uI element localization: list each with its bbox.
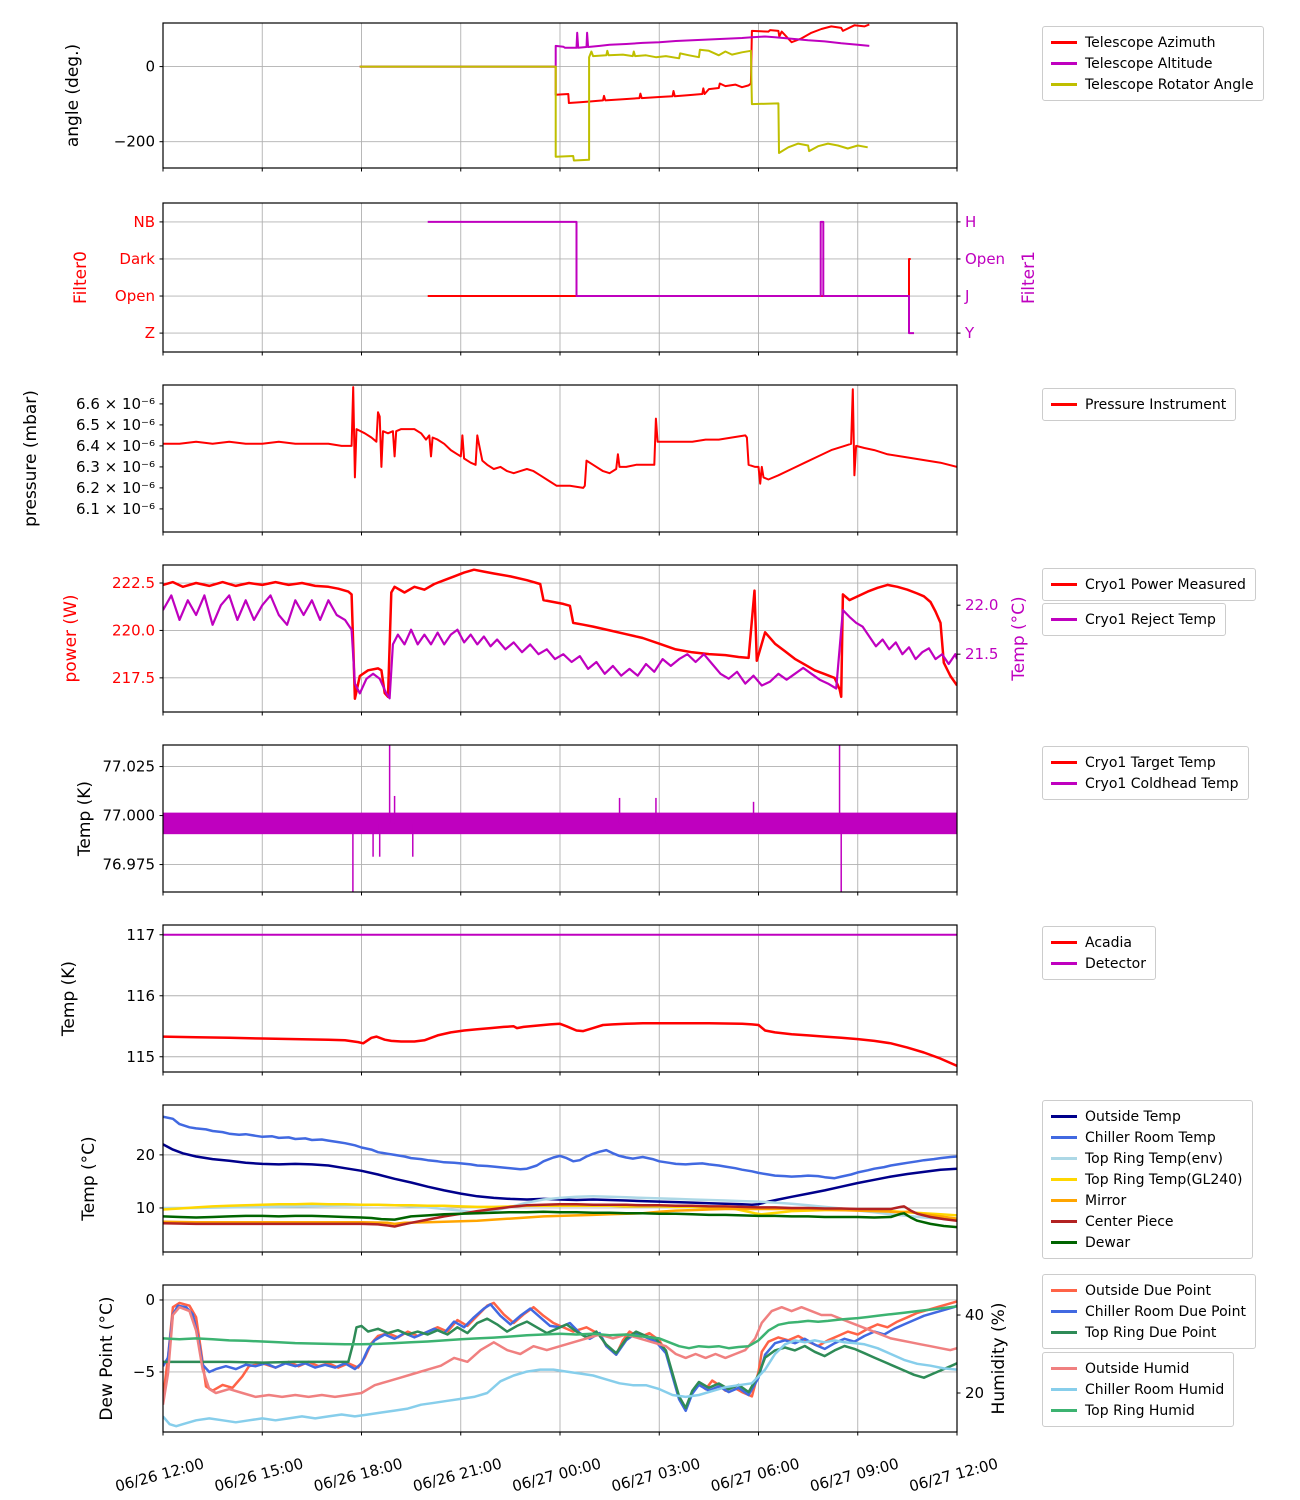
y-tick-label: 217.5 <box>112 668 155 687</box>
legend-label: Mirror <box>1085 1192 1127 1209</box>
legend-entry <box>1051 609 1216 630</box>
y-axis-label: Dew Point (°C) <box>97 1296 117 1421</box>
legend-label: Outside Due Point <box>1085 1282 1211 1299</box>
y-tick-label: 77.025 <box>102 757 155 776</box>
legend-line-swatch <box>1051 782 1077 785</box>
y-tick-label: 77.000 <box>102 806 155 825</box>
y-tick-label: 6.1 × 10⁻⁶ <box>76 499 155 518</box>
legend-box <box>1042 388 1236 421</box>
y2-axis-label: Temp (°C) <box>1009 596 1029 681</box>
y2-tick-label: Open <box>965 249 1006 268</box>
legend-line-swatch <box>1051 83 1077 86</box>
legend-label: Cryo1 Power Measured <box>1085 576 1246 593</box>
y-tick-label: 6.3 × 10⁻⁶ <box>76 457 155 476</box>
y-tick-label: 115 <box>126 1047 155 1066</box>
x-tick-label: 06/26 15:00 <box>212 1454 306 1496</box>
legend-line-swatch <box>1051 1310 1077 1313</box>
legend-box <box>1042 926 1156 980</box>
legend-box <box>1042 26 1264 101</box>
legend-entry <box>1051 1358 1224 1379</box>
legend-label: Top Ring Due Point <box>1085 1324 1217 1341</box>
legend-entry <box>1051 394 1226 415</box>
y-axis-label: Temp (K) <box>75 780 95 857</box>
y-tick-label: 0 <box>145 1290 155 1309</box>
legend-label: Outside Temp <box>1085 1108 1181 1125</box>
legend-label: Top Ring Temp(env) <box>1085 1150 1223 1167</box>
y-tick-label: Dark <box>119 249 155 268</box>
legend-label: Chiller Room Temp <box>1085 1129 1216 1146</box>
legend-entry <box>1051 32 1254 53</box>
y-axis-label: Temp (K) <box>59 960 79 1037</box>
legend-label: Detector <box>1085 955 1147 972</box>
legend-line-swatch <box>1051 1289 1077 1292</box>
legend-box <box>1042 1352 1234 1427</box>
series-band-cryo1-coldhead-temp <box>163 813 957 835</box>
legend-box <box>1042 1274 1256 1349</box>
x-tick-label: 06/27 12:00 <box>907 1454 1001 1496</box>
y2-tick-label: 21.5 <box>965 645 999 664</box>
y-axis-label: Temp (°C) <box>79 1136 99 1221</box>
legend-label: Top Ring Humid <box>1085 1402 1195 1419</box>
legend-entry <box>1051 953 1146 974</box>
legend-line-swatch <box>1051 1115 1077 1118</box>
legend-entry <box>1051 1211 1243 1232</box>
legend-label: Outside Humid <box>1085 1360 1190 1377</box>
legend-line-swatch <box>1051 1178 1077 1181</box>
legend-label: Dewar <box>1085 1234 1131 1251</box>
legend-entry <box>1051 1169 1243 1190</box>
legend-entry <box>1051 932 1146 953</box>
y-tick-label: Z <box>144 324 155 343</box>
x-tick-label: 06/27 06:00 <box>708 1454 802 1496</box>
y-tick-label: 117 <box>126 925 155 944</box>
legend-entry <box>1051 1400 1224 1421</box>
legend-line-swatch <box>1051 1136 1077 1139</box>
y2-tick-label: 40 <box>965 1306 985 1325</box>
y-tick-label: 6.5 × 10⁻⁶ <box>76 415 155 434</box>
legend-entry <box>1051 1379 1224 1400</box>
legend-label: Cryo1 Coldhead Temp <box>1085 775 1239 792</box>
legend-entry <box>1051 74 1254 95</box>
legend-line-swatch <box>1051 941 1077 944</box>
legend-label: Telescope Rotator Angle <box>1085 76 1254 93</box>
legend-line-swatch <box>1051 583 1077 586</box>
y2-tick-label: Y <box>965 324 975 343</box>
x-tick-label: 06/27 09:00 <box>808 1454 901 1496</box>
y-axis-label: Filter0 <box>71 251 91 304</box>
legend-line-swatch <box>1051 1220 1077 1223</box>
y-tick-label: 20 <box>135 1145 155 1164</box>
legend-label: Telescope Azimuth <box>1085 34 1216 51</box>
legend-box <box>1042 568 1256 601</box>
y-tick-label: −200 <box>113 132 155 151</box>
legend-line-swatch <box>1051 1409 1077 1412</box>
y-tick-label: 6.2 × 10⁻⁶ <box>76 478 155 497</box>
y2-tick-label: J <box>965 287 970 306</box>
legend-entry <box>1051 1322 1246 1343</box>
legend-box <box>1042 603 1226 636</box>
y2-tick-label: 20 <box>965 1384 985 1403</box>
legend-line-swatch <box>1051 618 1077 621</box>
legend-entry <box>1051 1106 1243 1127</box>
x-tick-label: 06/26 21:00 <box>411 1454 504 1496</box>
legend-entry <box>1051 1280 1246 1301</box>
legend-line-swatch <box>1051 1331 1077 1334</box>
legend-line-swatch <box>1051 403 1077 406</box>
y-axis-label: power (W) <box>61 594 81 683</box>
y-tick-label: 76.975 <box>102 855 155 874</box>
x-tick-label: 06/27 00:00 <box>510 1454 604 1496</box>
legend-entry <box>1051 752 1239 773</box>
legend-label: Cryo1 Target Temp <box>1085 754 1216 771</box>
y-tick-label: 6.4 × 10⁻⁶ <box>76 436 155 455</box>
legend-label: Chiller Room Humid <box>1085 1381 1225 1398</box>
y2-axis-label: Filter1 <box>1019 251 1039 304</box>
legend-box <box>1042 746 1249 800</box>
y-tick-label: NB <box>133 212 155 231</box>
legend-entry <box>1051 1232 1243 1253</box>
legend-line-swatch <box>1051 1388 1077 1391</box>
legend-line-swatch <box>1051 1199 1077 1202</box>
legend-label: Chiller Room Due Point <box>1085 1303 1246 1320</box>
legend-line-swatch <box>1051 1157 1077 1160</box>
y-axis-label: angle (deg.) <box>63 43 83 148</box>
y-tick-label: 220.0 <box>112 621 155 640</box>
y2-tick-label: 22.0 <box>965 596 999 615</box>
legend-label: Telescope Altitude <box>1085 55 1213 72</box>
legend-line-swatch <box>1051 761 1077 764</box>
legend-label: Acadia <box>1085 934 1132 951</box>
y-tick-label: 6.6 × 10⁻⁶ <box>76 394 155 413</box>
legend-label: Center Piece <box>1085 1213 1174 1230</box>
legend-line-swatch <box>1051 41 1077 44</box>
legend-line-swatch <box>1051 962 1077 965</box>
y-tick-label: 0 <box>145 57 155 76</box>
legend-entry <box>1051 1301 1246 1322</box>
y-tick-label: 116 <box>126 986 155 1005</box>
y-tick-label: 10 <box>135 1198 155 1217</box>
legend-box <box>1042 1100 1253 1259</box>
y-axis-label: pressure (mbar) <box>21 390 41 527</box>
legend-label: Top Ring Temp(GL240) <box>1085 1171 1243 1188</box>
legend-line-swatch <box>1051 1367 1077 1370</box>
x-tick-label: 06/26 18:00 <box>311 1454 405 1496</box>
y-tick-label: −5 <box>132 1362 155 1381</box>
legend-entry <box>1051 1127 1243 1148</box>
legend-entry <box>1051 53 1254 74</box>
legend-line-swatch <box>1051 62 1077 65</box>
y2-tick-label: H <box>965 212 977 231</box>
legend-line-swatch <box>1051 1241 1077 1244</box>
legend-entry <box>1051 1148 1243 1169</box>
legend-label: Pressure Instrument <box>1085 396 1227 413</box>
x-tick-label: 06/27 03:00 <box>609 1454 703 1496</box>
y2-axis-label: Humidity (%) <box>989 1302 1009 1415</box>
y-tick-label: Open <box>114 287 155 306</box>
legend-entry <box>1051 574 1246 595</box>
legend-entry <box>1051 773 1239 794</box>
y-tick-label: 222.5 <box>112 574 155 593</box>
x-tick-label: 06/26 12:00 <box>113 1454 207 1496</box>
legend-entry <box>1051 1190 1243 1211</box>
legend-label: Cryo1 Reject Temp <box>1085 611 1216 628</box>
